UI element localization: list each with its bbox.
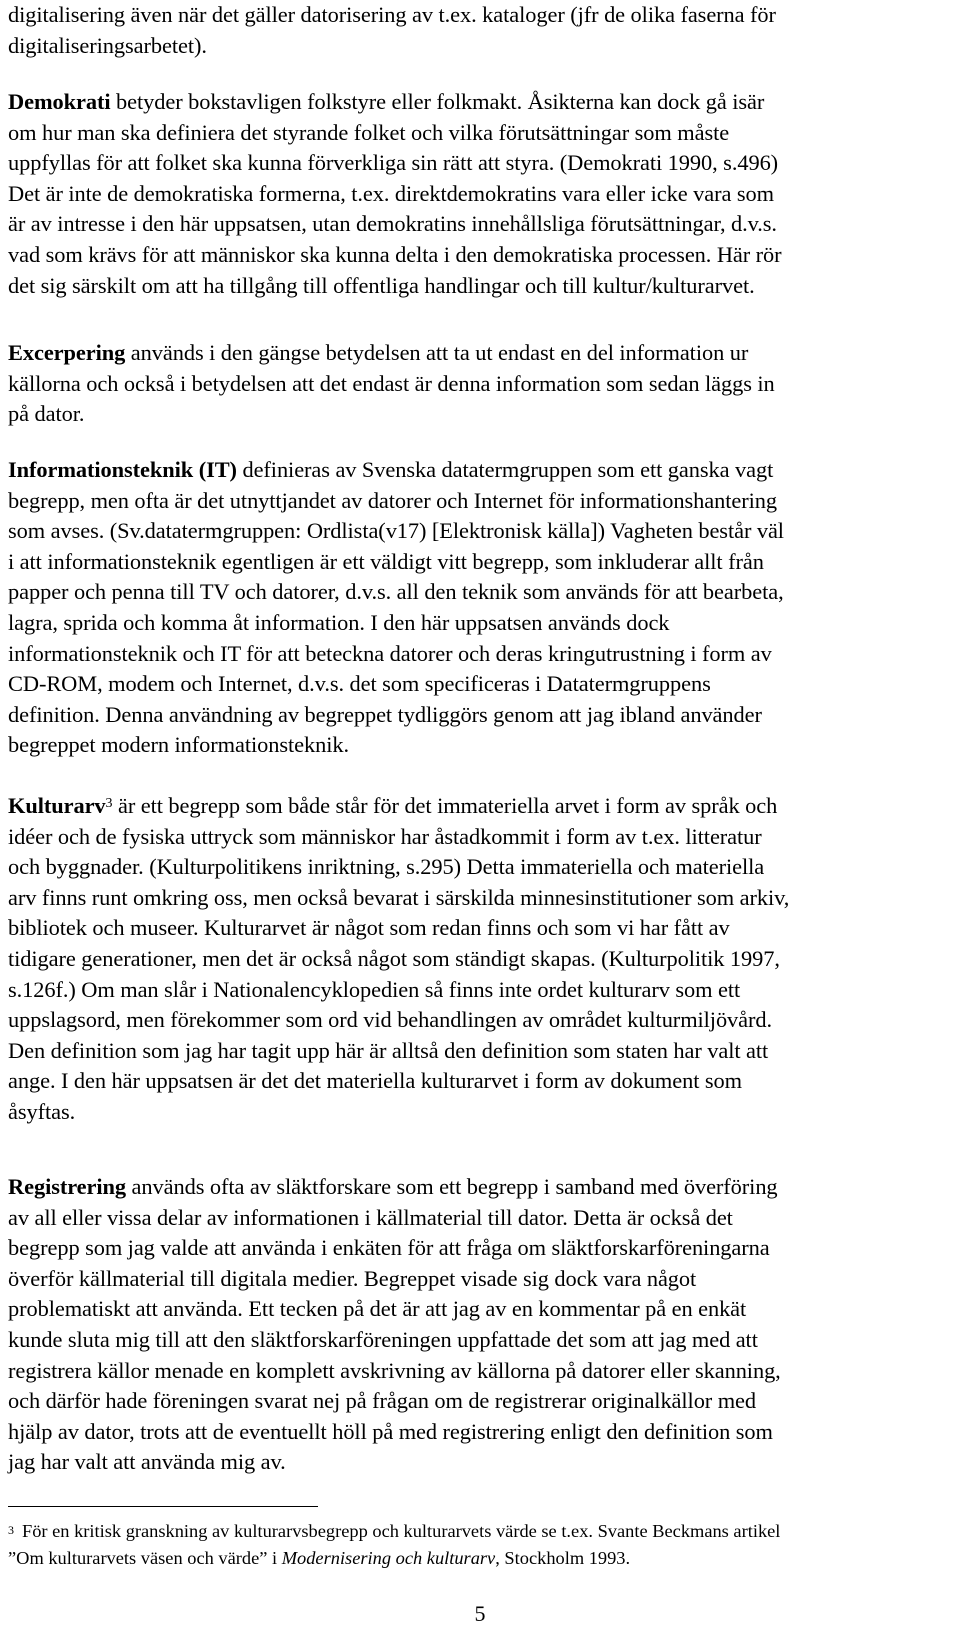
kulturarv-line-1: [8, 791, 789, 822]
registrering-paragraph: [8, 1172, 781, 1478]
informationsteknik-term: Informationsteknik (IT): [8, 457, 237, 482]
demokrati-paragraph: [8, 87, 782, 301]
registrering-line-1: [8, 1172, 781, 1203]
registrering-line-7: registrera källor menade en komplett avskrivning av källorna på datorer eller skanning,: [8, 1357, 781, 1383]
demokrati-line-5: är av intresse i den här uppsatsen, utan demokratins innehållsliga förutsättningar, d.v.s.: [8, 211, 777, 237]
demokrati-line-1: [8, 87, 782, 118]
footnote-text-2b: , Stockholm 1993.: [495, 1548, 631, 1568]
kulturarv-paragraph: [8, 791, 789, 1128]
demokrati-term: Demokrati: [8, 89, 111, 114]
footnote-line-1: [8, 1518, 780, 1545]
excerpering-first-line-text: används i den gängse betydelsen att ta ut endast en del information ur: [125, 340, 749, 365]
kulturarv-line-4: arv finns runt omkring oss, men också bevarat i särskilda minnesinstitutioner som arkiv,: [8, 884, 790, 910]
footnote-book-title: Modernisering och kulturarv: [281, 1548, 496, 1568]
registrering-line-3: begrepp som jag valde att använda i enkäten för att fråga om släktforskarföreningarna: [8, 1235, 770, 1261]
footnote-divider: [8, 1506, 318, 1507]
registrering-line-4: överför källmaterial till digitala medier. Begreppet visade sig dock vara något: [8, 1265, 697, 1291]
footnote: [8, 1518, 780, 1572]
kulturarv-line-10: ange. I den här uppsatsen är det det materiella kulturarvet i form av dokument som: [8, 1068, 742, 1094]
intro-paragraph: [8, 0, 776, 61]
it-line-3: som avses. (Sv.datatermgruppen: Ordlista(v17) [Elektronisk källa]) Vagheten består väl: [8, 518, 784, 544]
kulturarv-line-7: s.126f.) Om man slår i Nationalencyklopedien så finns inte ordet kulturarv som ett: [8, 976, 741, 1002]
registrering-line-5: problematiskt att använda. Ett tecken på det är att jag av en kommentar på en enkät: [8, 1296, 747, 1322]
it-line-6: lagra, sprida och komma åt information. I den här uppsatsen används dock: [8, 609, 670, 635]
registrering-term: Registrering: [8, 1174, 127, 1199]
demokrati-line-7: det sig särskilt om att ha tillgång till offentliga handlingar och till kultur/kulturarvet.: [8, 272, 755, 298]
it-line-9: definition. Denna användning av begreppet tydliggörs genom att jag ibland använder: [8, 701, 762, 727]
footnote-text-1: För en kritisk granskning av kulturarvsbegrepp och kulturarvets värde se t.ex. Svante Beckmans artikel: [22, 1521, 781, 1541]
it-line-2: begrepp, men ofta är det utnyttjandet av datorer och Internet för informationshantering: [8, 487, 777, 513]
kulturarv-line-6: tidigare generationer, men det är också något som ständigt skapas. (Kulturpolitik 1997,: [8, 945, 780, 971]
demokrati-line-4: Det är inte de demokratiska formerna, t.ex. direktdemokratins vara eller icke vara som: [8, 180, 774, 206]
excerpering-paragraph: [8, 338, 775, 430]
kulturarv-first-line-text: är ett begrepp som både står för det immateriella arvet i form av språk och: [112, 793, 778, 818]
demokrati-first-line-text: betyder bokstavligen folkstyre eller folkmakt. Åsikterna kan dock gå isär: [110, 89, 765, 114]
excerpering-term: Excerpering: [8, 340, 126, 365]
registrering-first-line-text: används ofta av släktforskare som ett begrepp i samband med överföring: [126, 1174, 778, 1199]
kulturarv-line-9: Den definition som jag har tagit upp här är alltså den definition som staten har valt att: [8, 1037, 769, 1063]
kulturarv-line-3: och byggnader. (Kulturpolitikens inriktning, s.295) Detta immateriella och materiella: [8, 854, 765, 880]
kulturarv-term: Kulturarv: [8, 793, 106, 818]
demokrati-line-3: uppfyllas för att folket ska kunna förverkliga sin rätt att styra. (Demokrati 1990, s.496): [8, 150, 779, 176]
kulturarv-line-8: uppslagsord, men förekommer som ord vid behandlingen av området kulturmiljövård.: [8, 1007, 773, 1033]
registrering-line-8: och därför hade föreningen svarat nej på frågan om de registrerar originalkällor med: [8, 1388, 757, 1414]
it-line-4: i att informationsteknik egentligen är ett väldigt vitt begrepp, som inkluderar allt från: [8, 548, 764, 574]
informationsteknik-paragraph: [8, 455, 784, 761]
registrering-line-6: kunde sluta mig till att den släktforskarföreningen uppfattade det som att jag med att: [8, 1326, 758, 1352]
it-line-10: begreppet modern informationsteknik.: [8, 732, 349, 758]
footnote-number: 3: [8, 1523, 14, 1537]
it-first-line-text: definieras av Svenska datatermgruppen som ett ganska vagt: [236, 457, 774, 482]
it-line-7: informationsteknik och IT för att beteckna datorer och deras kringutrustning i form av: [8, 640, 772, 666]
kulturarv-line-2: idéer och de fysiska uttryck som människor har åstadkommit i form av t.ex. litteratur: [8, 823, 762, 849]
registrering-line-9: hjälp av dator, trots att de eventuellt höll på med registrering enligt den definition som: [8, 1418, 773, 1444]
intro-line-1: digitalisering även när det gäller datorisering av t.ex. kataloger (jfr de olika faserna för: [8, 2, 776, 27]
footnote-text-2a: ”Om kulturarvets väsen och värde” i: [8, 1548, 282, 1568]
kulturarv-line-5: bibliotek och museer. Kulturarvet är något som redan finns och som vi har fått av: [8, 915, 730, 941]
excerpering-line-3: på dator.: [8, 401, 85, 427]
registrering-line-10: jag har valt att använda mig av.: [8, 1449, 286, 1475]
it-line-8: CD-ROM, modem och Internet, d.v.s. det som specificeras i Datatermgruppens: [8, 671, 711, 697]
it-line-1: [8, 455, 784, 486]
it-line-5: papper och penna till TV och datorer, d.v.s. all den teknik som används för att bearbeta,: [8, 579, 784, 605]
kulturarv-line-11: åsyftas.: [8, 1098, 76, 1124]
page-number: 5: [474, 1601, 486, 1626]
intro-line-2: digitaliseringsarbetet).: [8, 32, 207, 58]
footnote-reference[interactable]: 3: [105, 796, 113, 811]
excerpering-line-1: [8, 338, 775, 369]
demokrati-line-2: om hur man ska definiera det styrande folket och vilka förutsättningar som måste: [8, 119, 730, 145]
registrering-line-2: av all eller vissa delar av informationen i källmaterial till dator. Detta är också det: [8, 1204, 733, 1230]
excerpering-line-2: källorna och också i betydelsen att det endast är denna information som sedan läggs in: [8, 370, 775, 396]
footnote-line-2: [8, 1545, 780, 1572]
demokrati-line-6: vad som krävs för att människor ska kunna delta i den demokratiska processen. Här rör: [8, 241, 782, 267]
